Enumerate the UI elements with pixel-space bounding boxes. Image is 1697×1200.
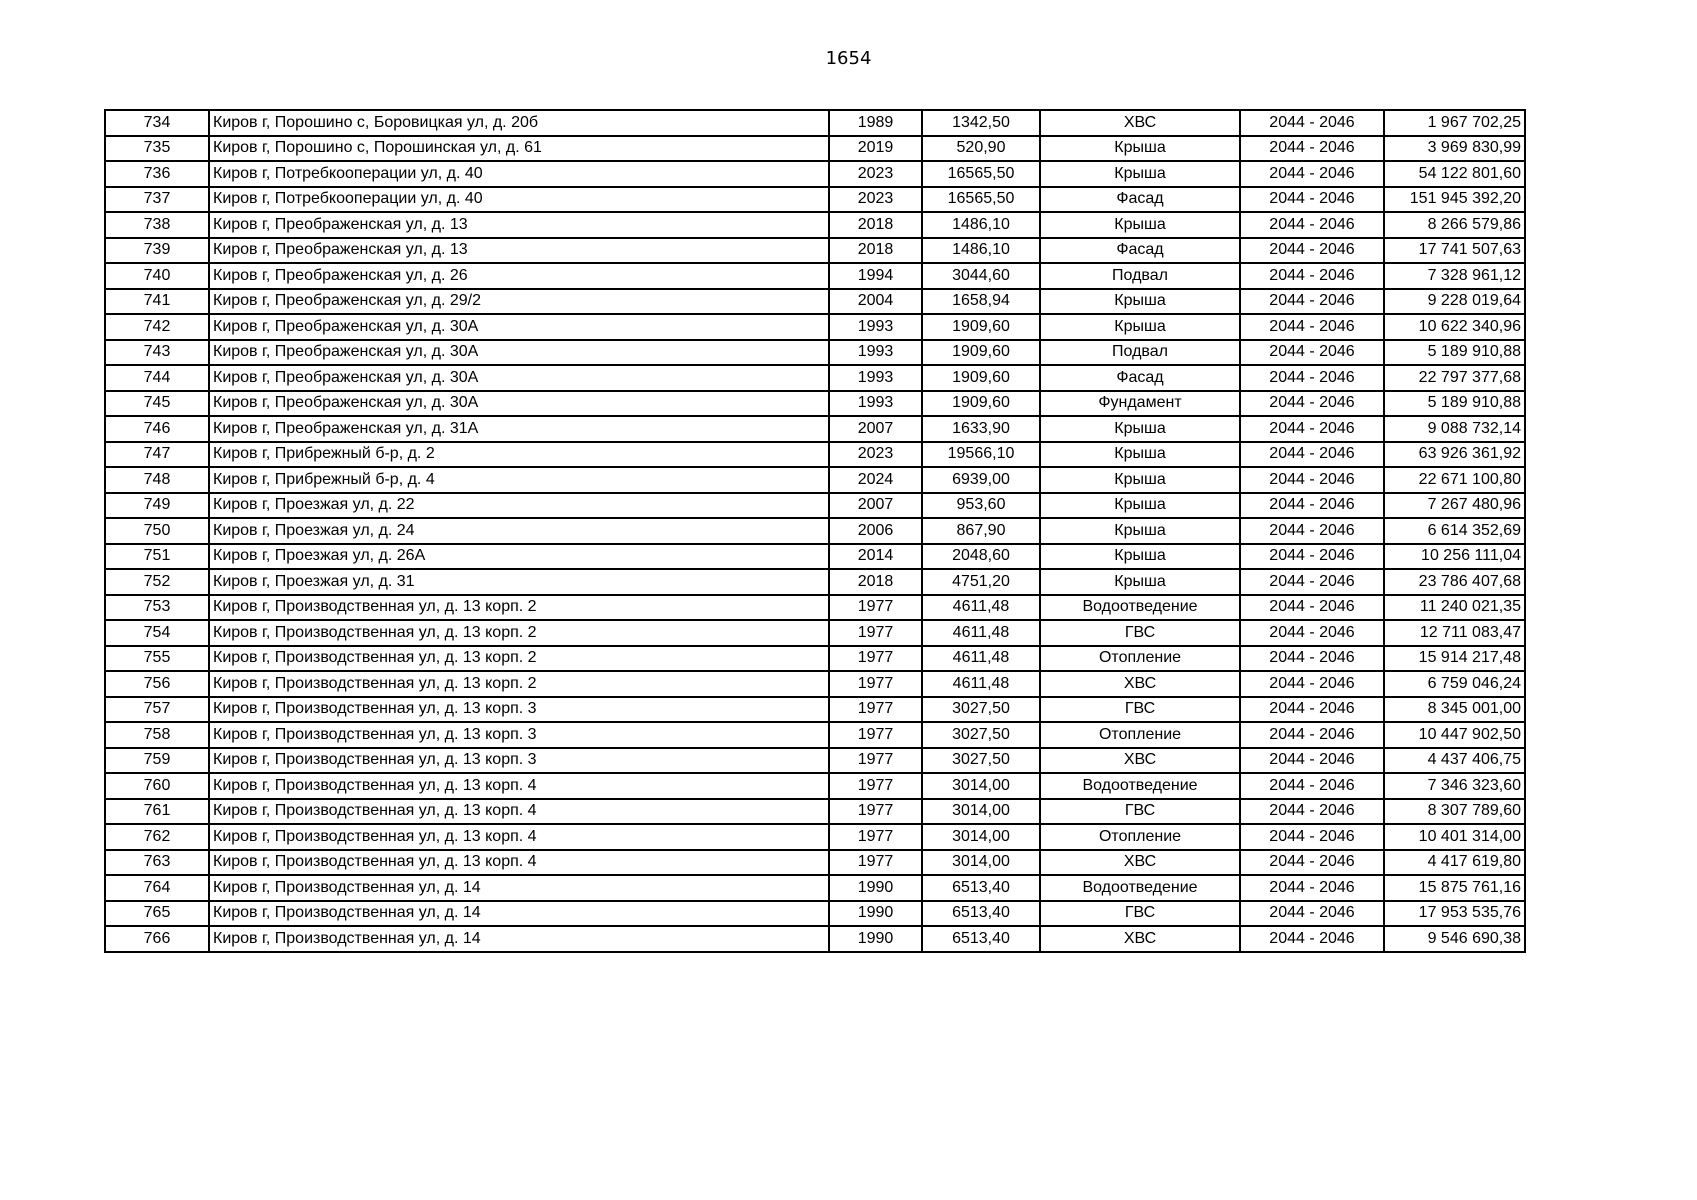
area-cell: 1486,10: [922, 212, 1040, 238]
period-cell: 2044 - 2046: [1240, 365, 1384, 391]
period-cell: 2044 - 2046: [1240, 620, 1384, 646]
period-cell: 2044 - 2046: [1240, 569, 1384, 595]
area-cell: 2048,60: [922, 544, 1040, 570]
table-row: [105, 544, 1525, 570]
period-cell: 2044 - 2046: [1240, 850, 1384, 876]
cost-cell: 8 345 001,00: [1384, 697, 1525, 723]
area-cell: 520,90: [922, 136, 1040, 162]
period-cell: 2044 - 2046: [1240, 671, 1384, 697]
period-cell: 2044 - 2046: [1240, 263, 1384, 289]
area-cell: 19566,10: [922, 442, 1040, 468]
work-type-cell: ХВС: [1040, 748, 1240, 774]
address-cell: Киров г, Проезжая ул, д. 22: [209, 493, 829, 519]
row-number-cell: 753: [105, 595, 209, 621]
row-number-cell: 742: [105, 314, 209, 340]
cost-cell: 8 266 579,86: [1384, 212, 1525, 238]
year-cell: 1977: [829, 697, 922, 723]
work-type-cell: Крыша: [1040, 136, 1240, 162]
cost-cell: 7 267 480,96: [1384, 493, 1525, 519]
cost-cell: 10 256 111,04: [1384, 544, 1525, 570]
period-cell: 2044 - 2046: [1240, 289, 1384, 315]
cost-cell: 5 189 910,88: [1384, 391, 1525, 417]
year-cell: 1977: [829, 620, 922, 646]
table-row: [105, 187, 1525, 213]
table-row: [105, 620, 1525, 646]
row-number-cell: 764: [105, 875, 209, 901]
cost-cell: 63 926 361,92: [1384, 442, 1525, 468]
row-number-cell: 747: [105, 442, 209, 468]
table-row: [105, 799, 1525, 825]
year-cell: 1993: [829, 340, 922, 366]
row-number-cell: 746: [105, 416, 209, 442]
address-cell: Киров г, Преображенская ул, д. 13: [209, 238, 829, 264]
address-cell: Киров г, Потребкооперации ул, д. 40: [209, 187, 829, 213]
year-cell: 2018: [829, 212, 922, 238]
year-cell: 1977: [829, 722, 922, 748]
table-row: [105, 569, 1525, 595]
cost-cell: 9 546 690,38: [1384, 926, 1525, 952]
address-cell: Киров г, Преображенская ул, д. 26: [209, 263, 829, 289]
cost-cell: 17 741 507,63: [1384, 238, 1525, 264]
row-number-cell: 756: [105, 671, 209, 697]
work-type-cell: Крыша: [1040, 467, 1240, 493]
cost-cell: 7 328 961,12: [1384, 263, 1525, 289]
address-cell: Киров г, Производственная ул, д. 13 корп. 2: [209, 646, 829, 672]
table-row: [105, 748, 1525, 774]
work-type-cell: Отопление: [1040, 722, 1240, 748]
cost-cell: 6 759 046,24: [1384, 671, 1525, 697]
year-cell: 2023: [829, 161, 922, 187]
year-cell: 1989: [829, 110, 922, 136]
row-number-cell: 751: [105, 544, 209, 570]
work-type-cell: ХВС: [1040, 110, 1240, 136]
row-number-cell: 760: [105, 773, 209, 799]
work-type-cell: ХВС: [1040, 671, 1240, 697]
row-number-cell: 738: [105, 212, 209, 238]
year-cell: 1990: [829, 901, 922, 927]
area-cell: 1633,90: [922, 416, 1040, 442]
table-row: [105, 238, 1525, 264]
address-cell: Киров г, Преображенская ул, д. 29/2: [209, 289, 829, 315]
table-row: [105, 824, 1525, 850]
area-cell: 16565,50: [922, 187, 1040, 213]
work-type-cell: Водоотведение: [1040, 595, 1240, 621]
year-cell: 1993: [829, 365, 922, 391]
cost-cell: 23 786 407,68: [1384, 569, 1525, 595]
cost-cell: 17 953 535,76: [1384, 901, 1525, 927]
table-row: [105, 926, 1525, 952]
period-cell: 2044 - 2046: [1240, 161, 1384, 187]
address-cell: Киров г, Преображенская ул, д. 31А: [209, 416, 829, 442]
work-type-cell: Фасад: [1040, 365, 1240, 391]
row-number-cell: 736: [105, 161, 209, 187]
address-cell: Киров г, Преображенская ул, д. 30А: [209, 391, 829, 417]
area-cell: 3044,60: [922, 263, 1040, 289]
year-cell: 2024: [829, 467, 922, 493]
period-cell: 2044 - 2046: [1240, 493, 1384, 519]
year-cell: 2018: [829, 238, 922, 264]
row-number-cell: 765: [105, 901, 209, 927]
year-cell: 1977: [829, 850, 922, 876]
year-cell: 1990: [829, 926, 922, 952]
row-number-cell: 761: [105, 799, 209, 825]
row-number-cell: 748: [105, 467, 209, 493]
table-row: [105, 289, 1525, 315]
work-type-cell: Фасад: [1040, 187, 1240, 213]
row-number-cell: 758: [105, 722, 209, 748]
table-row: [105, 110, 1525, 136]
work-type-cell: ГВС: [1040, 901, 1240, 927]
period-cell: 2044 - 2046: [1240, 926, 1384, 952]
period-cell: 2044 - 2046: [1240, 442, 1384, 468]
period-cell: 2044 - 2046: [1240, 824, 1384, 850]
address-cell: Киров г, Проезжая ул, д. 26А: [209, 544, 829, 570]
area-cell: 1486,10: [922, 238, 1040, 264]
period-cell: 2044 - 2046: [1240, 901, 1384, 927]
year-cell: 2018: [829, 569, 922, 595]
area-cell: 3027,50: [922, 748, 1040, 774]
work-type-cell: ГВС: [1040, 799, 1240, 825]
address-cell: Киров г, Преображенская ул, д. 30А: [209, 365, 829, 391]
area-cell: 1909,60: [922, 365, 1040, 391]
row-number-cell: 752: [105, 569, 209, 595]
year-cell: 2007: [829, 416, 922, 442]
address-cell: Киров г, Производственная ул, д. 13 корп. 4: [209, 799, 829, 825]
row-number-cell: 743: [105, 340, 209, 366]
address-cell: Киров г, Производственная ул, д. 13 корп. 4: [209, 824, 829, 850]
work-type-cell: ГВС: [1040, 620, 1240, 646]
period-cell: 2044 - 2046: [1240, 799, 1384, 825]
year-cell: 1977: [829, 671, 922, 697]
table-row: [105, 212, 1525, 238]
address-cell: Киров г, Прибрежный б-р, д. 4: [209, 467, 829, 493]
address-cell: Киров г, Производственная ул, д. 13 корп. 3: [209, 722, 829, 748]
period-cell: 2044 - 2046: [1240, 238, 1384, 264]
period-cell: 2044 - 2046: [1240, 136, 1384, 162]
work-type-cell: Крыша: [1040, 493, 1240, 519]
address-cell: Киров г, Производственная ул, д. 13 корп. 3: [209, 697, 829, 723]
year-cell: 1990: [829, 875, 922, 901]
row-number-cell: 749: [105, 493, 209, 519]
cost-cell: 10 401 314,00: [1384, 824, 1525, 850]
area-cell: 4611,48: [922, 595, 1040, 621]
cost-cell: 4 417 619,80: [1384, 850, 1525, 876]
cost-cell: 7 346 323,60: [1384, 773, 1525, 799]
cost-cell: 151 945 392,20: [1384, 187, 1525, 213]
address-cell: Киров г, Производственная ул, д. 13 корп. 2: [209, 620, 829, 646]
work-type-cell: Фасад: [1040, 238, 1240, 264]
period-cell: 2044 - 2046: [1240, 722, 1384, 748]
area-cell: 6939,00: [922, 467, 1040, 493]
year-cell: 1994: [829, 263, 922, 289]
year-cell: 1977: [829, 773, 922, 799]
period-cell: 2044 - 2046: [1240, 518, 1384, 544]
row-number-cell: 739: [105, 238, 209, 264]
row-number-cell: 754: [105, 620, 209, 646]
area-cell: 1658,94: [922, 289, 1040, 315]
table-row: [105, 263, 1525, 289]
work-type-cell: Крыша: [1040, 518, 1240, 544]
area-cell: 3014,00: [922, 773, 1040, 799]
year-cell: 1977: [829, 595, 922, 621]
table-row: [105, 136, 1525, 162]
table-row: [105, 595, 1525, 621]
row-number-cell: 766: [105, 926, 209, 952]
work-type-cell: Подвал: [1040, 340, 1240, 366]
year-cell: 2023: [829, 187, 922, 213]
cost-cell: 5 189 910,88: [1384, 340, 1525, 366]
table-row: [105, 875, 1525, 901]
period-cell: 2044 - 2046: [1240, 467, 1384, 493]
work-type-cell: Крыша: [1040, 212, 1240, 238]
year-cell: 2007: [829, 493, 922, 519]
area-cell: 3014,00: [922, 799, 1040, 825]
period-cell: 2044 - 2046: [1240, 595, 1384, 621]
year-cell: 1977: [829, 748, 922, 774]
period-cell: 2044 - 2046: [1240, 416, 1384, 442]
work-type-cell: ХВС: [1040, 850, 1240, 876]
row-number-cell: 735: [105, 136, 209, 162]
row-number-cell: 740: [105, 263, 209, 289]
row-number-cell: 741: [105, 289, 209, 315]
cost-cell: 11 240 021,35: [1384, 595, 1525, 621]
work-type-cell: Крыша: [1040, 289, 1240, 315]
address-cell: Киров г, Порошино с, Порошинская ул, д. 61: [209, 136, 829, 162]
row-number-cell: 757: [105, 697, 209, 723]
row-number-cell: 755: [105, 646, 209, 672]
table-row: [105, 365, 1525, 391]
area-cell: 16565,50: [922, 161, 1040, 187]
period-cell: 2044 - 2046: [1240, 748, 1384, 774]
cost-cell: 12 711 083,47: [1384, 620, 1525, 646]
work-type-cell: Крыша: [1040, 416, 1240, 442]
area-cell: 953,60: [922, 493, 1040, 519]
row-number-cell: 759: [105, 748, 209, 774]
year-cell: 1993: [829, 391, 922, 417]
work-type-cell: Подвал: [1040, 263, 1240, 289]
work-type-cell: ГВС: [1040, 697, 1240, 723]
work-type-cell: Водоотведение: [1040, 875, 1240, 901]
cost-cell: 54 122 801,60: [1384, 161, 1525, 187]
address-cell: Киров г, Производственная ул, д. 13 корп. 2: [209, 595, 829, 621]
address-cell: Киров г, Потребкооперации ул, д. 40: [209, 161, 829, 187]
address-cell: Киров г, Производственная ул, д. 13 корп. 4: [209, 850, 829, 876]
cost-cell: 15 875 761,16: [1384, 875, 1525, 901]
table-row: [105, 722, 1525, 748]
table-row: [105, 518, 1525, 544]
year-cell: 2014: [829, 544, 922, 570]
address-cell: Киров г, Порошино с, Боровицкая ул, д. 20б: [209, 110, 829, 136]
area-cell: 4611,48: [922, 671, 1040, 697]
work-type-cell: Крыша: [1040, 569, 1240, 595]
data-table: [104, 109, 1526, 953]
table-row: [105, 671, 1525, 697]
work-type-cell: Крыша: [1040, 544, 1240, 570]
address-cell: Киров г, Производственная ул, д. 14: [209, 901, 829, 927]
period-cell: 2044 - 2046: [1240, 875, 1384, 901]
address-cell: Киров г, Проезжая ул, д. 24: [209, 518, 829, 544]
area-cell: 6513,40: [922, 901, 1040, 927]
area-cell: 867,90: [922, 518, 1040, 544]
row-number-cell: 750: [105, 518, 209, 544]
area-cell: 4611,48: [922, 620, 1040, 646]
table-row: [105, 850, 1525, 876]
cost-cell: 15 914 217,48: [1384, 646, 1525, 672]
period-cell: 2044 - 2046: [1240, 391, 1384, 417]
cost-cell: 10 622 340,96: [1384, 314, 1525, 340]
period-cell: 2044 - 2046: [1240, 773, 1384, 799]
area-cell: 6513,40: [922, 926, 1040, 952]
address-cell: Киров г, Производственная ул, д. 14: [209, 875, 829, 901]
area-cell: 1909,60: [922, 340, 1040, 366]
year-cell: 2006: [829, 518, 922, 544]
address-cell: Киров г, Производственная ул, д. 13 корп. 3: [209, 748, 829, 774]
area-cell: 1909,60: [922, 391, 1040, 417]
period-cell: 2044 - 2046: [1240, 646, 1384, 672]
work-type-cell: Крыша: [1040, 314, 1240, 340]
year-cell: 1993: [829, 314, 922, 340]
year-cell: 1977: [829, 824, 922, 850]
period-cell: 2044 - 2046: [1240, 187, 1384, 213]
row-number-cell: 744: [105, 365, 209, 391]
period-cell: 2044 - 2046: [1240, 697, 1384, 723]
page-number: 1654: [825, 48, 872, 69]
address-cell: Киров г, Преображенская ул, д. 30А: [209, 340, 829, 366]
cost-cell: 22 671 100,80: [1384, 467, 1525, 493]
cost-cell: 3 969 830,99: [1384, 136, 1525, 162]
work-type-cell: Отопление: [1040, 646, 1240, 672]
cost-cell: 8 307 789,60: [1384, 799, 1525, 825]
table-row: [105, 467, 1525, 493]
address-cell: Киров г, Производственная ул, д. 14: [209, 926, 829, 952]
area-cell: 3027,50: [922, 722, 1040, 748]
year-cell: 1977: [829, 646, 922, 672]
row-number-cell: 762: [105, 824, 209, 850]
cost-cell: 9 228 019,64: [1384, 289, 1525, 315]
table-row: [105, 161, 1525, 187]
address-cell: Киров г, Прибрежный б-р, д. 2: [209, 442, 829, 468]
period-cell: 2044 - 2046: [1240, 314, 1384, 340]
address-cell: Киров г, Производственная ул, д. 13 корп. 4: [209, 773, 829, 799]
work-type-cell: Отопление: [1040, 824, 1240, 850]
table-row: [105, 493, 1525, 519]
cost-cell: 22 797 377,68: [1384, 365, 1525, 391]
cost-cell: 1 967 702,25: [1384, 110, 1525, 136]
area-cell: 1909,60: [922, 314, 1040, 340]
cost-cell: 9 088 732,14: [1384, 416, 1525, 442]
area-cell: 3014,00: [922, 824, 1040, 850]
cost-cell: 10 447 902,50: [1384, 722, 1525, 748]
row-number-cell: 737: [105, 187, 209, 213]
table-row: [105, 697, 1525, 723]
year-cell: 2023: [829, 442, 922, 468]
period-cell: 2044 - 2046: [1240, 110, 1384, 136]
area-cell: 3014,00: [922, 850, 1040, 876]
work-type-cell: Крыша: [1040, 161, 1240, 187]
period-cell: 2044 - 2046: [1240, 544, 1384, 570]
table-row: [105, 646, 1525, 672]
period-cell: 2044 - 2046: [1240, 340, 1384, 366]
table-body: [105, 110, 1525, 952]
year-cell: 2019: [829, 136, 922, 162]
work-type-cell: ХВС: [1040, 926, 1240, 952]
table-row: [105, 340, 1525, 366]
row-number-cell: 745: [105, 391, 209, 417]
row-number-cell: 763: [105, 850, 209, 876]
period-cell: 2044 - 2046: [1240, 212, 1384, 238]
cost-cell: 6 614 352,69: [1384, 518, 1525, 544]
work-type-cell: Фундамент: [1040, 391, 1240, 417]
area-cell: 4611,48: [922, 646, 1040, 672]
work-type-cell: Водоотведение: [1040, 773, 1240, 799]
address-cell: Киров г, Преображенская ул, д. 13: [209, 212, 829, 238]
table-row: [105, 391, 1525, 417]
cost-cell: 4 437 406,75: [1384, 748, 1525, 774]
table-row: [105, 416, 1525, 442]
address-cell: Киров г, Производственная ул, д. 13 корп. 2: [209, 671, 829, 697]
address-cell: Киров г, Проезжая ул, д. 31: [209, 569, 829, 595]
address-cell: Киров г, Преображенская ул, д. 30А: [209, 314, 829, 340]
table-row: [105, 773, 1525, 799]
area-cell: 4751,20: [922, 569, 1040, 595]
row-number-cell: 734: [105, 110, 209, 136]
year-cell: 1977: [829, 799, 922, 825]
work-type-cell: Крыша: [1040, 442, 1240, 468]
year-cell: 2004: [829, 289, 922, 315]
area-cell: 3027,50: [922, 697, 1040, 723]
area-cell: 1342,50: [922, 110, 1040, 136]
area-cell: 6513,40: [922, 875, 1040, 901]
table-row: [105, 901, 1525, 927]
table-row: [105, 442, 1525, 468]
table-row: [105, 314, 1525, 340]
